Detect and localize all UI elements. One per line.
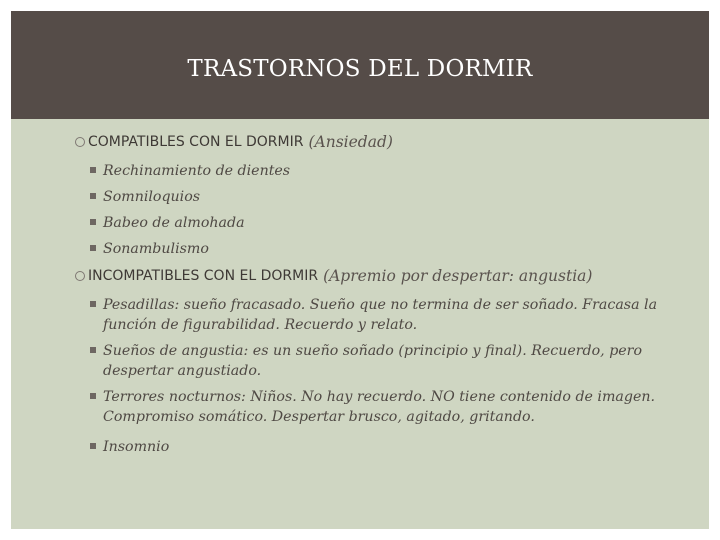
list-item	[103, 437, 663, 457]
ring-icon	[75, 271, 85, 281]
section-note: (Ansiedad)	[308, 133, 393, 151]
list-item-text: Sueños de angustia: es un sueño soñado (principio y final). Recuerdo, pero despertar angustiado.	[103, 343, 643, 379]
list-item-text: Terrores nocturnos: Niños. No hay recuerdo. NO tiene contenido de imagen. Compromiso somático. Despertar brusco, agitado, gritando.	[103, 389, 656, 425]
square-bullet-icon	[90, 347, 96, 353]
slide	[11, 11, 709, 529]
list-item	[103, 239, 663, 259]
square-bullet-icon	[90, 245, 96, 251]
title-bar	[11, 11, 709, 119]
list-item	[103, 341, 663, 381]
list-item	[103, 387, 663, 427]
square-bullet-icon	[90, 193, 96, 199]
ring-icon	[75, 137, 85, 147]
section-heading: INCOMPATIBLES CON EL DORMIR	[88, 268, 319, 284]
section-incompatibles	[75, 267, 592, 285]
square-bullet-icon	[90, 443, 96, 449]
list-item	[103, 295, 663, 335]
list-item	[103, 213, 663, 233]
slide-title: TRASTORNOS DEL DORMIR	[187, 56, 533, 82]
list-item-text: Somniloquios	[103, 189, 201, 205]
square-bullet-icon	[90, 167, 96, 173]
list-item-text: Sonambulismo	[103, 241, 209, 257]
list-item	[103, 161, 663, 181]
list-item-text: Rechinamiento de dientes	[103, 163, 291, 179]
square-bullet-icon	[90, 301, 96, 307]
list-item-text: Babeo de almohada	[103, 215, 245, 231]
section-compatibles	[75, 133, 393, 151]
square-bullet-icon	[90, 393, 96, 399]
list-item	[103, 187, 663, 207]
section-heading: COMPATIBLES CON EL DORMIR	[88, 134, 304, 150]
list-item-text: Insomnio	[103, 439, 170, 455]
section-note: (Apremio por despertar: angustia)	[323, 267, 593, 285]
list-item-text: Pesadillas: sueño fracasado. Sueño que no termina de ser soñado. Fracasa la función de figurabilidad. Recuerdo y relato.	[103, 297, 658, 333]
square-bullet-icon	[90, 219, 96, 225]
